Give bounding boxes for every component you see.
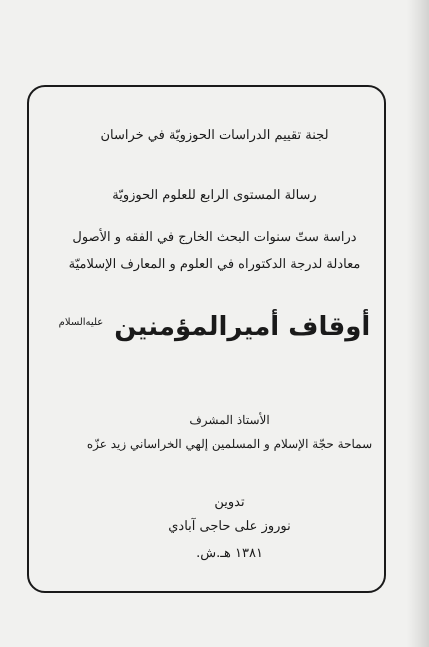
document-title <box>0 312 429 342</box>
supervisor-label: الأستاذ المشرف <box>189 413 270 427</box>
author-name: نوروز علی حاجی آبادي <box>168 519 291 534</box>
supervisor-name: سماحة حجّة الإسلام و المسلمين إلهي الخراساني زيد عزّه <box>86 437 373 451</box>
thesis-level-line: رسالة المستوى الرابع للعلوم الحوزويّة <box>112 188 317 203</box>
title-text: أوقاف أميرالمؤمنين <box>114 312 371 342</box>
compiled-by-label: تدوين <box>214 495 245 510</box>
study-description-line: دراسة ستّ سنوات البحث الخارج في الفقه و الأصول <box>72 230 357 245</box>
committee-heading: لجنة تقييم الدراسات الحوزويّة في خراسان <box>100 128 329 143</box>
equivalence-line: معادلة لدرجة الدكتوراه في العلوم و المعارف الإسلاميّة <box>68 257 361 272</box>
title-honorific: عليه‌السلام <box>58 317 104 329</box>
publication-date: ١٣٨١ هـ.ش. <box>196 546 263 561</box>
